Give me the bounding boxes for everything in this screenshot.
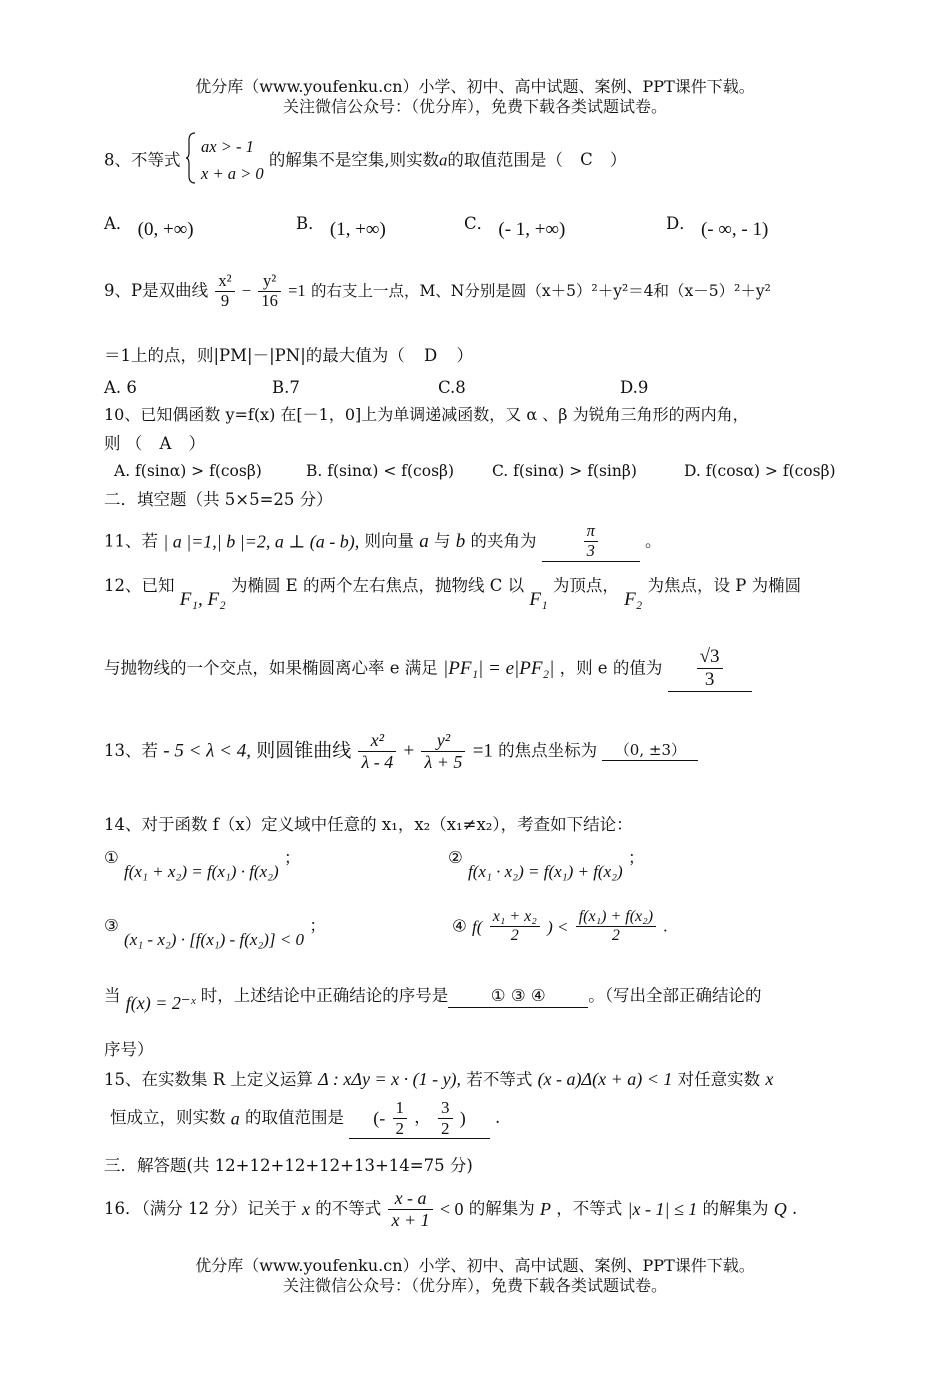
q14-c1-semi: ； bbox=[283, 848, 301, 867]
left-brace-icon bbox=[186, 132, 196, 190]
q14-fx: f(x) = 2⁻ˣ bbox=[125, 993, 196, 1013]
q14-text: 时，上述结论中正确结论的序号是 bbox=[200, 986, 449, 1005]
question-13 bbox=[104, 730, 698, 772]
q8-answer: C bbox=[580, 150, 593, 170]
q14-c1-mark: ① bbox=[104, 848, 119, 867]
q12-f2: F₂ bbox=[624, 589, 643, 610]
q14-last-line: 序号） bbox=[104, 1040, 154, 1059]
q11-text-2: 的夹角为 bbox=[470, 531, 537, 551]
q9-answer: D bbox=[424, 346, 438, 365]
q8-text-2: 的取值范围是（ bbox=[447, 150, 563, 170]
q12-text-1: 为椭圆 E 的两个左右焦点，抛物线 C 以 bbox=[230, 576, 525, 595]
q10-line-2-close: ） bbox=[188, 434, 206, 453]
question-9 bbox=[104, 272, 771, 311]
q15-text: 若不等式 bbox=[466, 1070, 533, 1089]
q11-vector-b: b bbox=[455, 531, 466, 553]
question-12 bbox=[104, 576, 801, 612]
question-15 bbox=[104, 1068, 773, 1091]
section-2-title: 二．填空题（共 5×5=25 分） bbox=[104, 490, 333, 509]
q9-fraction-2 bbox=[258, 272, 281, 311]
q15-frac1-num: 1 bbox=[393, 1098, 408, 1119]
header-line-2: 关注微信公众号：（优分库），免费下载各类试题试卷。 bbox=[282, 97, 667, 116]
q14-tail: 。（写出全部正确结论的 bbox=[588, 986, 762, 1005]
q9-text: 的右支上一点，M、N分别是圆（x＋5）²＋y²＝4和（x－5）²＋y² bbox=[310, 281, 771, 300]
q8-system-line-1: ax > - 1 bbox=[201, 137, 254, 157]
q10-option-b: B. f(sinα) < f(cosβ) bbox=[306, 462, 455, 480]
q14-c4-mid: ) < bbox=[547, 917, 569, 937]
footer-line-2: 关注微信公众号：（优分库），免费下载各类试题试卷。 bbox=[282, 1276, 667, 1295]
q14-conclusion-2 bbox=[448, 848, 644, 882]
q14-c3-mark: ③ bbox=[104, 916, 119, 935]
q11-vector-a: a bbox=[419, 531, 429, 553]
q8-option-a bbox=[104, 210, 194, 241]
q11-answer-num: π bbox=[584, 522, 598, 542]
q16-lt: < 0 bbox=[439, 1198, 464, 1219]
q14-c4-mark: ④ bbox=[452, 916, 467, 936]
q12-line-2-text: 与抛物线的一个交点，如果椭圆离心率 e 满足 bbox=[104, 658, 438, 678]
question-8 bbox=[104, 132, 626, 190]
q16-text: 的不等式 bbox=[315, 1198, 382, 1218]
q8-var: a bbox=[439, 150, 448, 170]
q9-option-a: A. 6 bbox=[104, 378, 137, 397]
q8-option-d-value: (- ∞, - 1) bbox=[700, 219, 769, 240]
q10-option-c: C. f(sinα) > f(sinβ) bbox=[492, 462, 637, 480]
q16-x: x bbox=[301, 1198, 310, 1219]
q15-line-2-text: 恒成立，则实数 bbox=[110, 1108, 226, 1128]
q9-option-d: D.9 bbox=[620, 378, 649, 397]
q9-frac1-den: 9 bbox=[220, 290, 230, 310]
q15-a: a bbox=[230, 1108, 240, 1129]
q16-P: P bbox=[540, 1198, 552, 1219]
q9-frac1-num: x² bbox=[215, 272, 234, 292]
header-line-1: 优分库（www.youfenku.cn）小学、初中、高中试题、案例、PPT课件下载。 bbox=[195, 77, 755, 96]
q14-conclusion-1 bbox=[104, 848, 300, 882]
q15-x: x bbox=[765, 1069, 774, 1089]
q12-answer-blank bbox=[668, 646, 752, 692]
q8-option-b-value: (1, +∞) bbox=[329, 219, 386, 240]
q9-eq: =1 bbox=[288, 281, 306, 301]
q14-c2-semi: ； bbox=[627, 848, 645, 867]
q14-c4-fraction-2 bbox=[576, 908, 656, 946]
q11-answer-den: 3 bbox=[586, 540, 595, 560]
q16-inequality: |x - 1| ≤ 1 bbox=[627, 1198, 698, 1219]
q9-line-2 bbox=[104, 346, 473, 367]
q13-plus: + bbox=[403, 740, 415, 762]
q14-c1: f(x₁ + x₂) = f(x₁) · f(x₂) bbox=[124, 862, 279, 881]
q12-line-2 bbox=[104, 646, 752, 692]
question-10: 10、已知偶函数 y=f(x) 在[－1，0]上为单调递减函数，又 α 、β 为锐角三角形的两内角， bbox=[104, 405, 749, 424]
q15-answer-blank bbox=[349, 1098, 490, 1139]
q9-prefix: 9、P是双曲线 bbox=[104, 281, 209, 301]
q10-line-2 bbox=[104, 434, 205, 455]
q9-fraction-1 bbox=[215, 272, 234, 311]
q13-fraction-1 bbox=[358, 730, 396, 772]
q15-answer-frac-1 bbox=[393, 1098, 408, 1138]
q14-c2: f(x₁ · x₂) = f(x₁) + f(x₂) bbox=[468, 862, 623, 881]
q14-answer: ① ③ ④ bbox=[448, 986, 588, 1008]
q11-condition: | a |=1,| b |=2, a ⊥ (a - b), bbox=[163, 531, 360, 552]
q12-text-4: ，则 e 的值为 bbox=[559, 658, 663, 678]
q8-option-c-label: C． bbox=[464, 214, 494, 233]
q8-system bbox=[201, 134, 264, 187]
q8-option-b-label: B． bbox=[296, 214, 325, 233]
q8-option-a-label: A． bbox=[104, 214, 133, 233]
q12-f1f2: F₁, F₂ bbox=[179, 589, 226, 610]
q8-option-d bbox=[666, 210, 768, 241]
question-11 bbox=[104, 522, 662, 562]
q16-end: . bbox=[792, 1198, 798, 1218]
q13-frac2-den: λ + 5 bbox=[424, 751, 463, 772]
q14-when-line bbox=[104, 986, 761, 1015]
q16-frac-num: x - a bbox=[388, 1188, 432, 1210]
section-3-title: 三．解答题(共 12+12+12+12+13+14=75 分) bbox=[104, 1156, 473, 1175]
q15-ans-comma: ， bbox=[414, 1107, 431, 1127]
q9-line-2-text: ＝1上的点，则|PM|－|PN|的最大值为（ bbox=[104, 346, 405, 365]
q8-option-a-value: (0, +∞) bbox=[137, 219, 194, 240]
q16-frac-den: x + 1 bbox=[391, 1209, 430, 1230]
q16-text-4: 的解集为 bbox=[702, 1198, 769, 1218]
q15-ans-open: (- bbox=[373, 1107, 386, 1128]
q12-f1: F₁ bbox=[529, 589, 548, 610]
q11-prefix: 11、若 bbox=[104, 531, 158, 551]
q11-answer bbox=[584, 522, 598, 561]
q14-c4-frac1-num: x₁ + x₂ bbox=[490, 908, 540, 927]
q11-end: 。 bbox=[645, 531, 662, 551]
q13-answer: （0, ±3） bbox=[602, 741, 698, 761]
q14-c4-end: . bbox=[663, 916, 668, 936]
q9-frac2-num: y² bbox=[258, 272, 281, 292]
q11-answer-blank bbox=[542, 522, 640, 562]
q15-answer-frac-2 bbox=[438, 1098, 453, 1138]
q8-system-line-2: x + a > 0 bbox=[201, 163, 264, 183]
q14-c4-frac1-den: 2 bbox=[510, 927, 519, 945]
q15-text-3: 的取值范围是 bbox=[245, 1108, 344, 1128]
q14-when: 当 bbox=[104, 986, 121, 1005]
q12-answer-den: 3 bbox=[704, 668, 715, 690]
q8-close: ） bbox=[609, 150, 627, 170]
q16-prefix: 16．（满分 12 分）记关于 bbox=[104, 1198, 297, 1218]
q15-prefix: 15、在实数集 R 上定义运算 bbox=[104, 1070, 313, 1089]
q14-c4-frac2-num: f(x₁) + f(x₂) bbox=[576, 908, 656, 927]
question-16 bbox=[104, 1188, 797, 1230]
q14-c3: (x₁ - x₂) · [f(x₁) - f(x₂)] < 0 bbox=[124, 930, 305, 949]
q12-text-2: 为顶点， bbox=[552, 576, 619, 595]
q8-text: 的解集不是空集,则实数 bbox=[268, 150, 440, 170]
q13-prefix: 13、若 bbox=[104, 740, 158, 760]
q9-close: ） bbox=[456, 346, 474, 365]
q12-condition: |PF₁| = e|PF₂| bbox=[443, 657, 555, 679]
q15-frac2-den: 2 bbox=[441, 1118, 450, 1138]
q12-text-3: 为焦点，设 P 为椭圆 bbox=[647, 576, 802, 595]
q12-answer-num: √3 bbox=[697, 646, 723, 669]
q8-option-c-value: (- 1, +∞) bbox=[498, 219, 566, 240]
q16-fraction bbox=[388, 1188, 432, 1230]
q16-Q: Q bbox=[773, 1198, 787, 1219]
q15-end: . bbox=[495, 1108, 501, 1128]
q15-line-2 bbox=[104, 1098, 500, 1139]
q8-option-c bbox=[464, 210, 565, 241]
q13-frac1-num: x² bbox=[358, 730, 396, 752]
q13-text: 则圆锥曲线 bbox=[256, 739, 352, 762]
footer-line-1: 优分库（www.youfenku.cn）小学、初中、高中试题、案例、PPT课件下载。 bbox=[195, 1256, 755, 1275]
q13-condition: - 5 < λ < 4, bbox=[163, 740, 251, 762]
q15-frac1-den: 2 bbox=[395, 1118, 404, 1138]
q13-frac2-num: y² bbox=[421, 730, 465, 752]
q11-text: 则向量 bbox=[364, 531, 414, 551]
q10-option-d: D. f(cosα) > f(cosβ) bbox=[684, 462, 836, 480]
q15-inequality: (x - a)Δ(x + a) < 1 bbox=[537, 1069, 673, 1089]
q12-prefix: 12、已知 bbox=[104, 576, 175, 595]
q14-conclusion-3 bbox=[104, 916, 326, 950]
q10-option-a: A. f(sinα) > f(cosβ) bbox=[114, 462, 262, 480]
q14-conclusion-4 bbox=[452, 908, 667, 946]
q14-c4-pre: f( bbox=[472, 917, 483, 937]
q8-prefix: 8、不等式 bbox=[104, 150, 181, 170]
q9-minus: − bbox=[241, 281, 252, 301]
q12-answer bbox=[697, 646, 723, 691]
q16-text-2: 的解集为 bbox=[468, 1198, 535, 1218]
q10-answer: A bbox=[159, 434, 172, 453]
q13-eq: =1 bbox=[472, 740, 493, 762]
q14-c2-mark: ② bbox=[448, 848, 463, 867]
q13-fraction-2 bbox=[421, 730, 465, 772]
q8-option-b bbox=[296, 210, 386, 241]
q9-frac2-den: 16 bbox=[261, 290, 278, 310]
q15-frac2-num: 3 bbox=[438, 1098, 453, 1119]
q14-c4-frac2-den: 2 bbox=[611, 927, 620, 945]
q16-text-3: ，不等式 bbox=[556, 1198, 623, 1218]
q10-line-2-prefix: 则 （ bbox=[104, 434, 143, 453]
q15-operation: Δ : xΔy = x · (1 - y), bbox=[318, 1069, 462, 1089]
q13-frac1-den: λ - 4 bbox=[361, 751, 394, 772]
q9-option-c: C.8 bbox=[438, 378, 466, 397]
q8-option-d-label: D． bbox=[666, 214, 696, 233]
q11-with: 与 bbox=[434, 531, 451, 551]
q9-option-b: B.7 bbox=[272, 378, 300, 397]
q13-text-2: 的焦点坐标为 bbox=[498, 740, 598, 760]
q14-c3-semi: ； bbox=[309, 916, 326, 935]
q15-ans-close: ) bbox=[459, 1107, 466, 1128]
question-14: 14、对于函数 f（x）定义域中任意的 x₁，x₂（x₁≠x₂），考查如下结论： bbox=[104, 815, 633, 834]
q15-text-2: 对任意实数 bbox=[677, 1070, 761, 1089]
q14-c4-fraction-1 bbox=[490, 908, 540, 946]
